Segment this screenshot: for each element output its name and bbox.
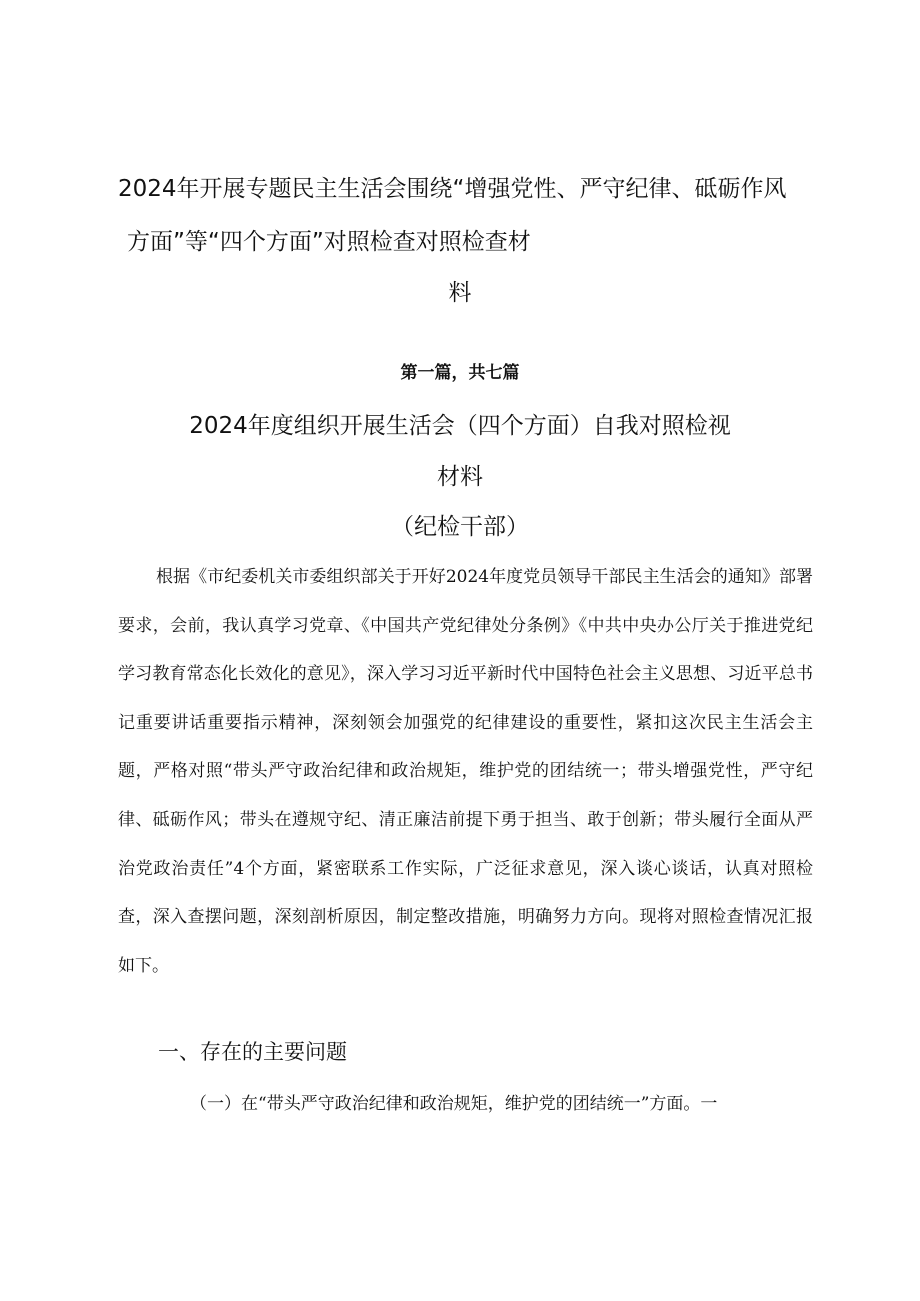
intro-paragraph: 根据《市纪委机关市委组织部关于开好2024年度党员领导干部民主生活会的通知》部署要求，会前，我认真学习党章、《中国共产党纪律处分条例》《中共中央办公厅关于推进党纪学习教育常态化长效化的意见》，深入学习习近平新时代中国特色社会主义思想、习近平总书记重要讲话重要指示精神，深刻领会加强党的纪律建设的重要性，紧扣这次民主生活会主题，严格对照“带头严守政治纪律和政治规矩，维护党的团结统一；带头增强党性，严守纪律、砥砺作风；带头在遵规守纪、清正廉洁前提下勇于担当、敢于创新；带头履行全面从严治党政治责任”4个方面，紧密联系工作实际，广泛征求意见，深入谈心谈话，认真对照检查，深入查摆问题，深刻剖析原因，制定整改措施，明确努力方向。现将对照检查情况汇报如下。 (118, 567, 813, 976)
main-title-line-1: 2024年开展专题民主生活会围绕“增强党性、严守纪律、砥砺作风 (118, 176, 787, 202)
sub-title-line-2: 材料 (437, 464, 483, 490)
part-label: 第一篇，共七篇 (400, 363, 520, 383)
section-first-line: （一）在“带头严守政治纪律和政治规矩，维护党的团结统一”方面。一 (190, 1094, 718, 1114)
sub-title-line-3: （纪检干部） (391, 514, 529, 540)
section-heading: 一、存在的主要问题 (158, 1040, 347, 1064)
main-title-line-3: 料 (448, 280, 472, 306)
main-title-line-2: 方面”等“四个方面”对照检查对照检查材 (127, 229, 531, 255)
sub-title-line-1: 2024年度组织开展生活会（四个方面）自我对照检视 (189, 413, 731, 439)
